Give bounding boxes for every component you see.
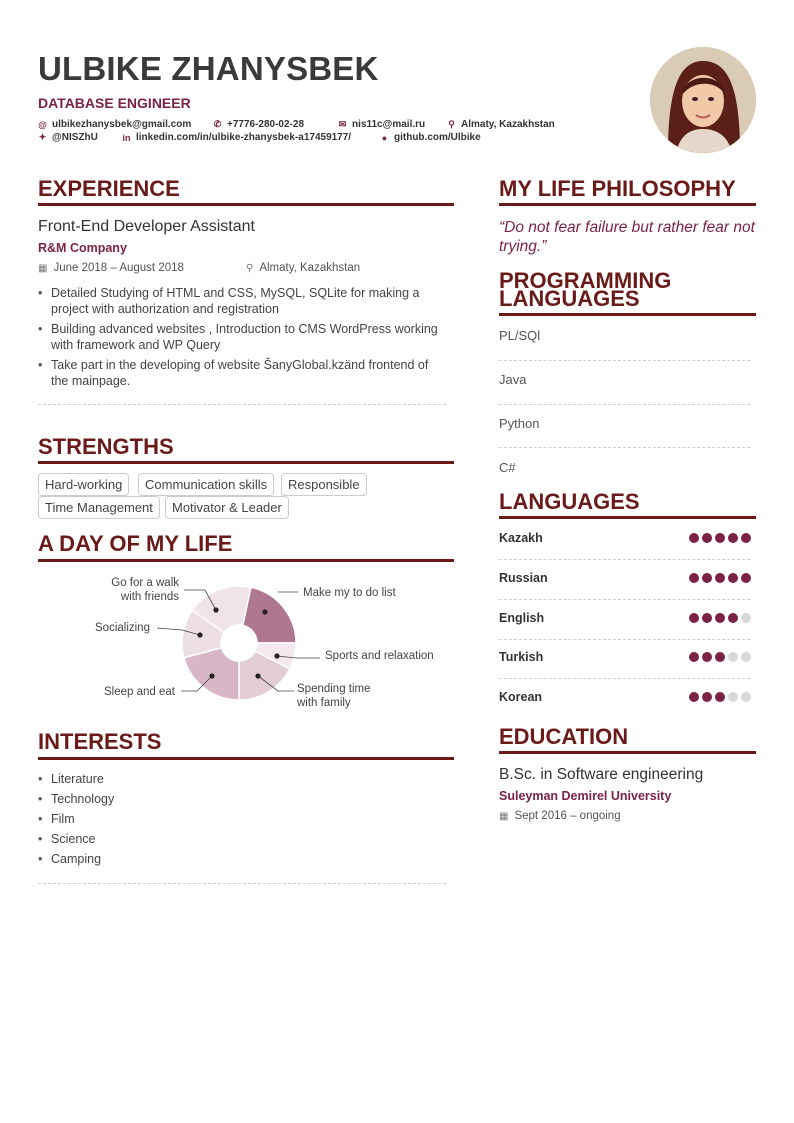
level-dot: [728, 533, 738, 543]
list-item: • Building advanced websites , Introduction to CMS WordPress working with framework and WP Query: [38, 321, 448, 353]
level-dot: [715, 652, 725, 662]
map-pin-icon: ⚲: [448, 119, 455, 129]
level-dot: [741, 692, 751, 702]
interests-heading: INTERESTS: [38, 729, 162, 754]
education-heading: EDUCATION: [499, 724, 629, 749]
day-label-social: Socializing: [95, 622, 150, 634]
language-level-dots: [689, 692, 751, 702]
contact-phone[interactable]: ✆ +7776-280-02-28: [213, 119, 305, 130]
github-icon: ●: [381, 132, 388, 143]
contact-location: ⚲ Almaty, Kazakhstan: [448, 119, 555, 130]
day-label-family: Spending time with family: [297, 683, 371, 709]
interests-rule: [38, 757, 454, 760]
divider: [499, 639, 750, 640]
contact-twitter[interactable]: ✦ @NISZhU: [38, 132, 98, 143]
language-level-dots: [689, 652, 751, 662]
level-dot: [689, 652, 699, 662]
programming-item: Python: [499, 416, 540, 431]
list-item: • Literature: [38, 771, 338, 787]
day-label-todo: Make my to do list: [303, 587, 396, 599]
level-dot: [741, 573, 751, 583]
level-dot: [689, 573, 699, 583]
list-item: • Take part in the developing of website ŠanyGlobal.kzänd frontend of the mainpage.: [38, 357, 448, 389]
contact-github[interactable]: ● github.com/Ulbike: [381, 132, 481, 143]
strength-tag: Responsible: [281, 473, 367, 496]
level-dot: [689, 533, 699, 543]
experience-role: Front-End Developer Assistant: [38, 218, 255, 235]
language-level-dots: [689, 573, 751, 583]
contact-email[interactable]: @ ulbikezhanysbek@gmail.com: [38, 119, 192, 130]
twitter-icon: ✦: [38, 132, 47, 142]
divider: [499, 447, 750, 448]
level-dot: [728, 573, 738, 583]
languages-heading: LANGUAGES: [499, 489, 640, 514]
strengths-rule: [38, 461, 454, 464]
strength-tag: Hard-working: [38, 473, 129, 496]
divider: [499, 559, 750, 560]
level-dot: [741, 652, 751, 662]
level-dot: [689, 692, 699, 702]
strength-tag: Communication skills: [138, 473, 274, 496]
phone-icon: ✆: [213, 119, 222, 129]
list-item: • Detailed Studying of HTML and CSS, MySQL, SQLite for making a project with authorization and registration: [38, 285, 448, 317]
slice-todo: [243, 587, 296, 643]
experience-company: R&M Company: [38, 241, 127, 255]
day-label-sports: Sports and relaxation: [325, 650, 434, 662]
level-dot: [728, 613, 738, 623]
list-item: • Technology: [38, 791, 338, 807]
languages-rule: [499, 516, 756, 519]
day-heading: A DAY OF MY LIFE: [38, 531, 233, 556]
level-dot: [702, 613, 712, 623]
programming-heading-line2: LANGUAGES: [499, 286, 640, 311]
envelope-icon: ✉: [338, 119, 347, 129]
level-dot: [702, 692, 712, 702]
level-dot: [728, 652, 738, 662]
job-title: DATABASE ENGINEER: [38, 95, 191, 111]
day-label-walk: Go for a walk with friends: [111, 577, 179, 603]
linkedin-icon: in: [122, 132, 131, 143]
language-name: Russian: [499, 570, 548, 585]
level-dot: [715, 573, 725, 583]
day-donut-chart: [0, 560, 460, 720]
level-dot: [689, 613, 699, 623]
experience-location: ⚲ Almaty, Kazakhstan: [246, 262, 361, 274]
strengths-heading: STRENGTHS: [38, 434, 174, 459]
programming-item: PL/SQl: [499, 328, 541, 343]
divider: [38, 404, 446, 405]
level-dot: [702, 652, 712, 662]
philosophy-quote: “Do not fear failure but rather fear not trying.”: [499, 219, 755, 255]
education-dates: ▦ Sept 2016 – ongoing: [499, 810, 621, 822]
programming-heading-line1: PROGRAMMING: [499, 268, 672, 293]
divider: [499, 360, 750, 361]
language-level-dots: [689, 533, 751, 543]
level-dot: [715, 692, 725, 702]
candidate-name: ULBIKE ZHANYSBEK: [38, 50, 379, 87]
strength-tag: Time Management: [38, 496, 160, 519]
level-dot: [715, 613, 725, 623]
education-degree: B.Sc. in Software engineering: [499, 766, 704, 783]
interests-list: [38, 771, 338, 867]
experience-heading: EXPERIENCE: [38, 176, 180, 201]
language-name: Turkish: [499, 650, 544, 665]
day-label-sleep: Sleep and eat: [104, 686, 175, 698]
divider: [499, 678, 750, 679]
level-dot: [715, 533, 725, 543]
education-rule: [499, 751, 756, 754]
contact-email-secondary[interactable]: ✉ nis11c@mail.ru: [338, 119, 426, 130]
programming-rule: [499, 313, 756, 316]
calendar-icon: ▦: [499, 810, 509, 822]
list-item: • Science: [38, 831, 338, 847]
strength-tag: Motivator & Leader: [165, 496, 289, 519]
experience-dates: ▦ June 2018 – August 2018: [38, 262, 184, 274]
profile-photo: [650, 47, 756, 153]
level-dot: [741, 533, 751, 543]
divider: [38, 883, 446, 884]
map-pin-icon: ⚲: [246, 262, 254, 274]
calendar-icon: ▦: [38, 262, 48, 274]
philosophy-rule: [499, 203, 756, 206]
at-icon: @: [38, 119, 47, 130]
experience-bullets: [38, 285, 448, 389]
programming-item: C#: [499, 460, 516, 475]
language-name: English: [499, 610, 545, 625]
contact-linkedin[interactable]: in linkedin.com/in/ulbike-zhanysbek-a17459177/: [122, 132, 352, 143]
level-dot: [728, 692, 738, 702]
divider: [499, 599, 750, 600]
list-item: • Film: [38, 811, 338, 827]
level-dot: [702, 573, 712, 583]
language-name: Kazakh: [499, 531, 543, 545]
list-item: • Camping: [38, 851, 338, 867]
language-name: Korean: [499, 690, 543, 705]
language-level-dots: [689, 613, 751, 623]
philosophy-heading: MY LIFE PHILOSOPHY: [499, 176, 736, 201]
programming-item: Java: [499, 372, 527, 387]
level-dot: [741, 613, 751, 623]
level-dot: [702, 533, 712, 543]
divider: [499, 404, 750, 405]
experience-rule: [38, 203, 454, 206]
education-school: Suleyman Demirel University: [499, 789, 672, 803]
